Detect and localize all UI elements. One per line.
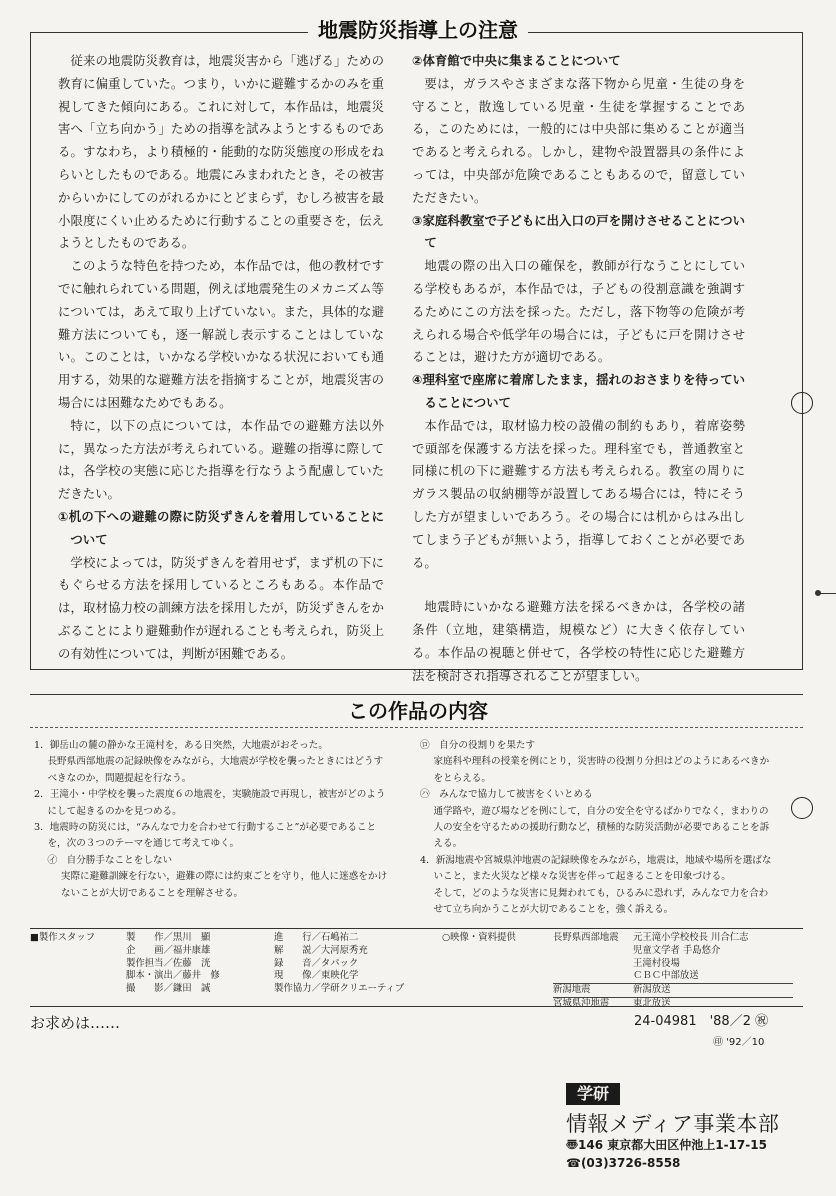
notes-left-column (58, 50, 384, 666)
contents-item: 2．王滝小・中学校を襲った震度６の地震を，実験施設で再現し，被害がどのようにして起きるのかを見つめる。 (34, 789, 386, 817)
divider-rule (30, 928, 803, 929)
point1-text: 学校によっては，防災ずきんを着用せず，まず机の下にもぐらせる方法を採用しているところもある。本作品では，取材協力校の訓練方法を採用したが，防災ずきんをかぶることにより避難動作が遅れることも考えられ，防災上の有効性については，判断が困難である。 (58, 554, 384, 661)
point4-heading: ④理科室で座席に着席したまま，揺れのおさまりを待っていることについて (412, 372, 745, 410)
materials-row (553, 998, 793, 1011)
contents-item: 通学路や，遊び場などを例にして，自分の安全を守るばかりでなく，まわりの人の安全を守るための援助行動など，積極的な防災活動が必要であることを訴える。 (433, 805, 770, 850)
staff-row (126, 983, 426, 996)
staff-heading: ■製作スタッフ (30, 932, 96, 943)
publisher-logo: 学研 (566, 1083, 620, 1105)
materials-source (553, 970, 633, 983)
contents-item: 3．地震時の防災には，“みんなで力を合わせて行動すること”が必要であることを，次の３つのテーマを通じて考えてゆく。 (34, 822, 377, 850)
staff-credit: 録 音／タパック (274, 957, 359, 969)
contents-item: ㋩ みんなで協力して被害をくいとめる (420, 789, 593, 801)
publisher-address: 〠146 東京都大田区仲池上1-17-15 (566, 1138, 767, 1152)
materials-provider: 東北放送 (633, 997, 671, 1009)
closing-text: 地震時にいかなる避難方法を採るべきかは，各学校の諸条件（立地，建築構造，規模など）に大きく依存している。本作品の視聴と併せて，各学校の特性に応じた避難方法を検討され指導されることが望ましい。 (412, 599, 745, 683)
materials-provider: 児童文学者 手島悠介 (633, 944, 721, 956)
point3-heading: ③家庭科教室で子どもに出入口の戸を開けさせることについて (412, 212, 745, 251)
reprint-date: ㊞ '92／10 (713, 1037, 765, 1048)
contents-left-column (34, 738, 389, 902)
staff-row (126, 958, 426, 971)
materials-row (553, 984, 793, 998)
point2-heading: ②体育館で中央に集まることについて (412, 53, 621, 68)
binder-hole (791, 797, 813, 819)
staff-credit: 撮 影／鎌田 誠 (126, 983, 211, 995)
staff-credit: 企 画／福井康雄 (126, 944, 211, 956)
materials-row (553, 970, 793, 984)
section1-title: 地震防災指導上の注意 (0, 14, 836, 43)
materials-row (553, 932, 793, 945)
point3-text: 地震の際の出入口の確保を，教師が行なうことにしている学校もあるが，本作品では，子どもの役割意識を強調するためにこの方法を採った。ただし，落下物等の危険が考えられる場合や低学年の場合には，子どもに戸を開けさせることは，避けた方が適切である。 (412, 258, 745, 365)
materials-provider: 王滝村役場 (633, 957, 680, 969)
staff-credit: 脚本・演出／藤井 修 (126, 970, 220, 982)
materials-source: 新潟地震 (553, 984, 591, 996)
point2-text: 要は，ガラスやさまざまな落下物から児童・生徒の身を守ること，散逸している児童・生徒を掌握することである，このためには，一般的には中央部に集めることが適当であると考えられる。しかし，建物や設置器具の条件によっては，中央部が危険であることもあるので，留意していただきたい。 (412, 75, 745, 205)
contents-item: ㋑ 自分勝手なことをしない (47, 854, 173, 866)
materials-provider: 新潟放送 (633, 984, 671, 996)
staff-list (126, 932, 426, 996)
binder-hole (791, 392, 813, 414)
contents-item: そして，どのような災害に見舞われても，ひるみに恐れず，みんなで力を合わせて立ち向かうことが大切であることを，強く訴える。 (433, 887, 769, 916)
contents-item: 4．新潟地震や宮城県沖地震の記録映像をみながら，地震は，地域や場所を選ばないこと，また火災など様々な災害を伴って起きることを印象づける。 (420, 854, 772, 883)
contents-item: ㋺ 自分の役割りを果たす (420, 740, 536, 751)
staff-credit: 製作協力／学研クリエーティブ (274, 983, 405, 995)
materials-heading: ○映像・資料提供 (442, 932, 516, 943)
notes-right-column (412, 50, 745, 688)
product-code: 24-04981 '88／2 ㊗ (634, 1014, 769, 1029)
contents-right-column (420, 738, 775, 918)
publisher-division: 情報メディア事業本部 (566, 1112, 780, 1136)
materials-list (553, 932, 793, 1011)
materials-source: 宮城県沖地震 (553, 997, 610, 1009)
staff-row (126, 970, 426, 983)
staff-row (126, 932, 426, 945)
contents-item: 長野県西部地震の記録映像をみながら，大地震が学校を襲ったときにはどうすべきなのか，問題提起を行なう。 (47, 756, 384, 784)
contents-item: 実際に避難訓練を行ない，避難の際には約束ごとを守り，他人に迷惑をかけないことが大切であることを理解させる。 (60, 871, 388, 899)
staff-credit: 製 作／黒川 顯 (126, 932, 211, 943)
contents-item: 家庭科や理科の授業を例にとり，災害時の役割り分担はどのようにあるべきかをとらえる。 (433, 756, 770, 784)
fold-mark-dot (815, 590, 821, 596)
notes-paragraph: 従来の地震防災教育は，地震災害から「逃げる」ための教育に偏重していた。つまり，いかに避難するかのみを重視してきた傾向にある。これに対して，本作品は，地震災害へ「立ち向かう」ための指導を試みようとするものである。すなわち，より積極的・能動的な防災態度の形成をねらいとしたものである。地震にみまわれたとき，その被害からいかにしてのがれるかにとどまらず，むしろ被害を最小限度にくい止めるために行動することの重要さを，伝えようとしたものである。 (58, 53, 384, 251)
notes-paragraph: このような特色を持つため，本作品では，他の教材ですでに触れられている問題，例えば地震発生のメカニズム等については，あえて取り上げていない。また，具体的な避難方法についても，逐一解説し表示することはしていない。このことは，いかなる学校いかなる状況においても通用する，効果的な避難方法を指摘することが，地震災害の場合には困難なためでもある。 (58, 258, 384, 410)
materials-provider: ＣＢＣ中部放送 (633, 970, 699, 982)
staff-row (126, 945, 426, 958)
staff-credit: 解 説／大河原秀充 (274, 944, 368, 956)
contents-item: 1．御岳山の麓の静かな王滝村を，ある日突然，大地震がおそった。 (34, 740, 328, 751)
materials-provider: 元王滝小学校校長 川合仁志 (633, 932, 749, 943)
staff-credit: 現 像／東映化学 (274, 970, 359, 982)
publisher-phone: ☎(03)3726-8558 (566, 1156, 681, 1170)
materials-source (553, 945, 633, 958)
divider-rule (30, 727, 803, 728)
point4-text: 本作品では，取材協力校の設備の制約もあり，着席姿勢で頭部を保護する方法を採った。理科室でも，普通教室と同様に机の下に避難する方法も考えられる。教室の周りにガラス製品の収納棚等が設置してある場合には，特にそうした方が望ましいであろう。その場合には机からはみ出してしまう子どもが無いよう，指導しておくことが必要である。 (412, 417, 745, 570)
materials-row (553, 945, 793, 958)
staff-credit: 進 行／石嶋祐二 (274, 932, 359, 943)
materials-row (553, 958, 793, 971)
notes-paragraph: 特に，以下の点については，本作品での避難方法以外に，異なった方法が考えられている。避難の指導に際しては，各学校の実態に応じた指導を行なうよう配慮していただきたい。 (58, 417, 384, 502)
materials-source: 長野県西部地震 (553, 932, 619, 943)
divider-rule (30, 1006, 803, 1007)
staff-credit: 製作担当／佐藤 洸 (126, 957, 211, 969)
point1-heading: ①机の下への避難の際に防災ずきんを着用していることについて (58, 508, 384, 547)
section2-title: この作品の内容 (0, 695, 836, 724)
order-text: お求めは…… (30, 1014, 121, 1032)
materials-source (553, 958, 633, 971)
